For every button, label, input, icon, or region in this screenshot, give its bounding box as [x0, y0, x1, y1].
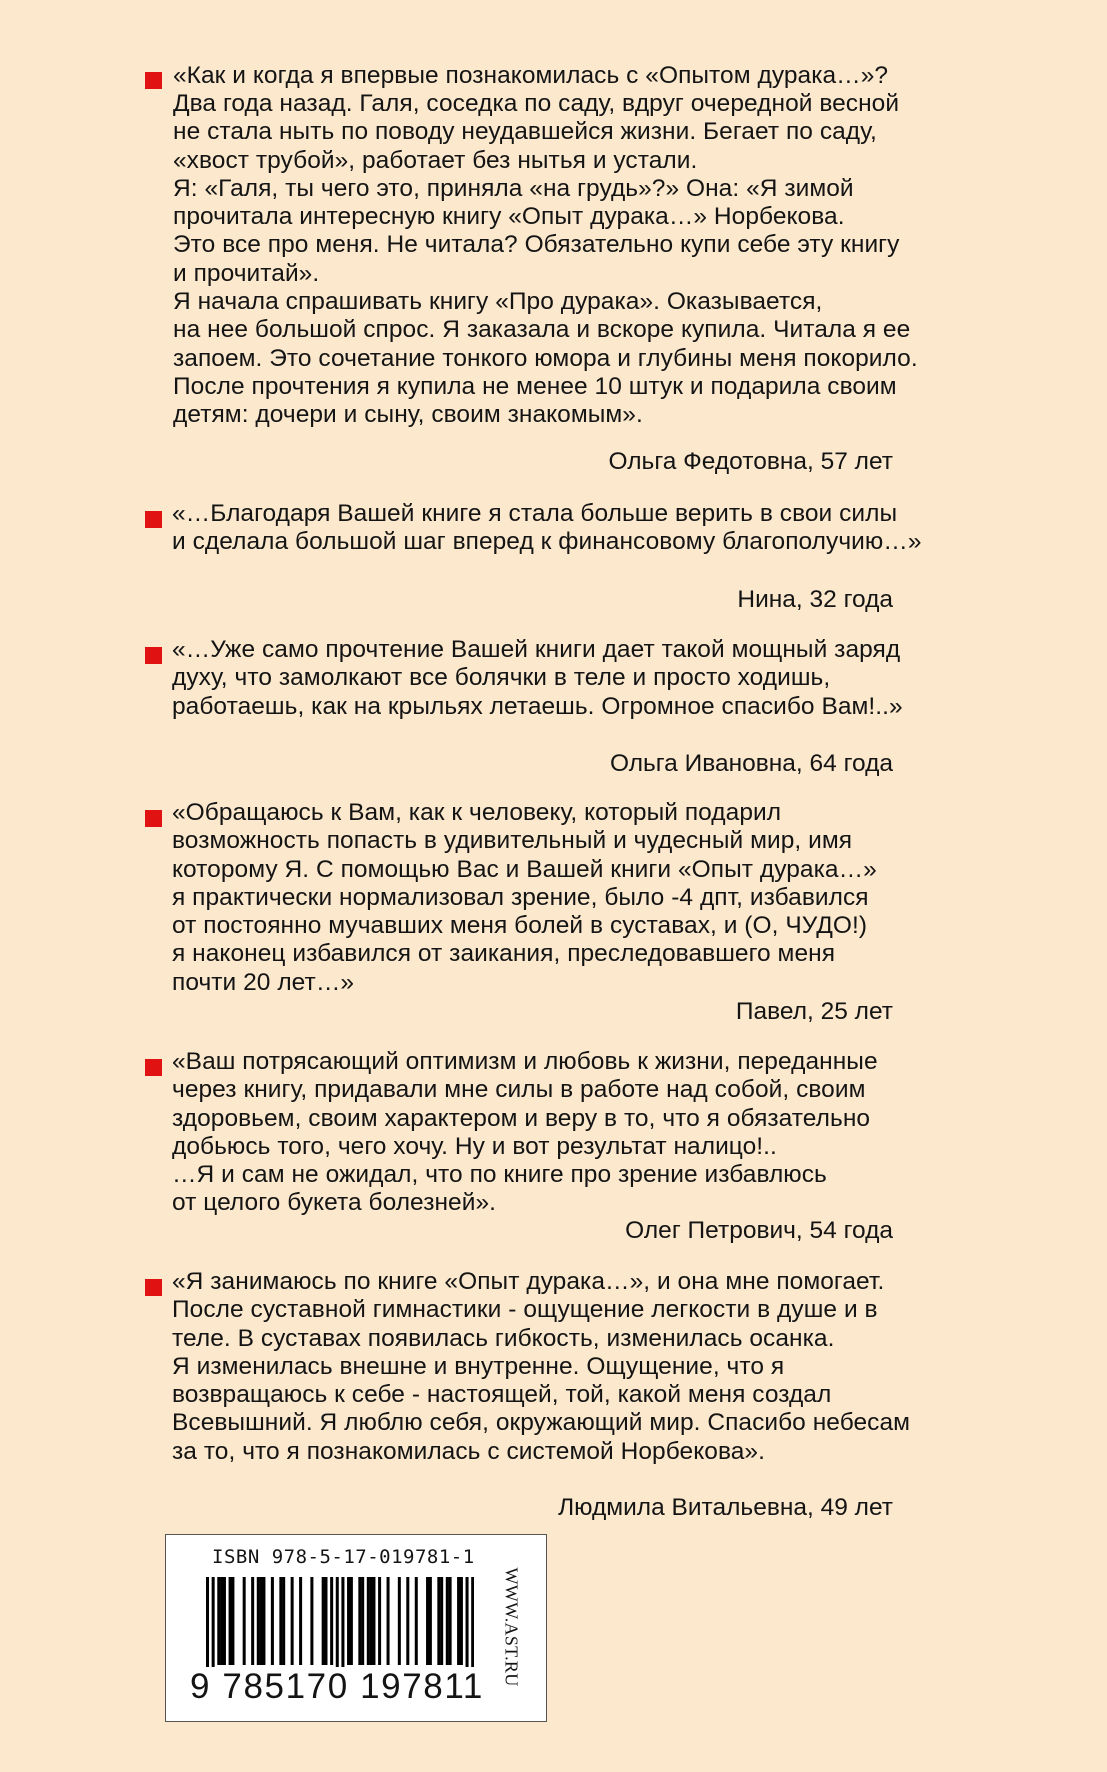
- testimonial-author: Ольга Федотовна, 57 лет: [608, 448, 893, 475]
- quote-line: …Я и сам не ожидал, что по книге про зрение избавлюсь: [172, 1161, 827, 1189]
- quote-line: на нее большой спрос. Я заказала и вскоре купила. Читала я ее: [173, 316, 911, 344]
- barcode-bar: [387, 1577, 390, 1665]
- quote-line: духу, что замолкают все болячки в теле и просто ходишь,: [172, 664, 831, 692]
- barcode-bar: [262, 1577, 265, 1665]
- barcode-digits: 9 785170 197811: [190, 1667, 484, 1706]
- barcode-bar: [212, 1577, 215, 1673]
- quote-line: «…Благодаря Вашей книге я стала больше верить в свои силы: [172, 500, 898, 527]
- isbn-number: ISBN 978-5-17-019781-1: [212, 1546, 475, 1568]
- quote-line: добьюсь того, чего хочу. Ну и вот результат налицо!..: [172, 1132, 777, 1160]
- barcode-bar: [330, 1577, 333, 1665]
- bullet-square: [145, 810, 162, 827]
- barcode-bar: [406, 1577, 409, 1665]
- quote-line: Всевышний. Я люблю себя, окружающий мир. Спасибо небесам: [172, 1409, 911, 1437]
- barcode-bar: [372, 1577, 375, 1665]
- barcode-bar: [336, 1577, 339, 1673]
- barcode-bar: [449, 1577, 452, 1665]
- quote-line: через книгу, придавали мне силы в работе над собой, своим: [172, 1076, 866, 1104]
- barcode-bar: [260, 1577, 263, 1665]
- barcode-bar: [437, 1577, 440, 1665]
- quote-line: После прочтения я купила не менее 10 штук и подарила своим: [173, 372, 897, 400]
- bullet-square: [145, 1059, 162, 1076]
- testimonial-6: [172, 1268, 952, 1466]
- barcode-bar: [243, 1577, 246, 1665]
- quote-line: Два года назад. Галя, соседка по саду, вдруг очередной весной: [173, 90, 900, 117]
- barcode-bar: [378, 1577, 381, 1665]
- bullet-square: [145, 1279, 162, 1296]
- quote-line: возможность попасть в удивительный и чудесный мир, имя: [172, 827, 853, 855]
- isbn-barcode-box: [165, 1534, 547, 1722]
- barcode-bar: [282, 1577, 285, 1665]
- quote-line: и прочитай».: [173, 259, 320, 287]
- quote-line: прочитала интересную книгу «Опыт дурака…» Норбекова.: [173, 203, 845, 231]
- barcode-bar: [426, 1577, 429, 1665]
- quote-line: возвращаюсь к себе - настоящей, той, какой меня создал: [172, 1381, 832, 1409]
- testimonial-2: [172, 500, 952, 557]
- quote-line: запоем. Это сочетание тонкого юмора и глубины меня покорило.: [173, 344, 918, 372]
- barcode-bar: [370, 1577, 373, 1665]
- quote-line: детям: дочери и сыну, своим знакомым».: [173, 401, 643, 429]
- bullet-square: [145, 72, 162, 89]
- barcode-bar: [251, 1577, 254, 1665]
- barcode-bar: [398, 1577, 401, 1665]
- website-text: WWW.AST.RU: [501, 1567, 522, 1687]
- bullet-square: [145, 511, 162, 528]
- barcode-bar: [415, 1577, 418, 1665]
- barcode-bar: [429, 1577, 432, 1665]
- quote-line: за то, что я познакомилась с системой Норбекова».: [172, 1437, 765, 1465]
- quote-line: от целого букета болезней».: [172, 1189, 497, 1217]
- barcode-bar: [471, 1577, 474, 1673]
- barcode-bar: [279, 1577, 282, 1665]
- quote-line: теле. В суставах появилась гибкость, изменилась осанка.: [172, 1324, 835, 1352]
- quote-line: от постоянно мучавших меня болей в суставах, и (О, ЧУДО!): [172, 912, 868, 940]
- barcode-bar: [350, 1577, 353, 1665]
- testimonial-5: [172, 1048, 952, 1218]
- barcode-bar: [291, 1577, 294, 1665]
- testimonial-author: Павел, 25 лет: [735, 998, 893, 1025]
- barcode-bar: [457, 1577, 460, 1665]
- barcode-bar: [310, 1577, 313, 1665]
- quote-line: я практически нормализовал зрение, было -4 дпт, избавился: [172, 883, 869, 911]
- barcode-bar: [367, 1577, 370, 1665]
- barcode-bar: [257, 1577, 260, 1665]
- quote-line: почти 20 лет…»: [172, 968, 355, 996]
- testimonial-author: Нина, 32 года: [737, 586, 893, 613]
- quote-line: «Обращаюсь к Вам, как к человеку, который подарил: [172, 799, 782, 826]
- quote-line: я наконец избавился от заикания, преследовавшего меня: [172, 940, 836, 968]
- barcode-bar: [217, 1577, 220, 1665]
- barcode-bar: [347, 1577, 350, 1665]
- barcode-bar: [271, 1577, 274, 1665]
- quote-line: и сделала большой шаг вперед к финансовому благополучию…»: [172, 528, 922, 556]
- quote-line: Я начала спрашивать книгу «Про дурака». Оказывается,: [173, 288, 823, 316]
- barcode-bar: [299, 1577, 302, 1665]
- quote-line: «хвост трубой», работает без нытья и устали.: [173, 146, 698, 174]
- barcode-bar: [460, 1577, 463, 1665]
- barcode-bar: [231, 1577, 234, 1665]
- barcode-bar: [229, 1577, 232, 1665]
- barcode-bars: [206, 1577, 474, 1673]
- barcode-bar: [361, 1577, 364, 1665]
- quote-line: Я изменилась внешне и внутренне. Ощущение, что я: [172, 1352, 785, 1380]
- barcode-bar: [358, 1577, 361, 1665]
- bullet-square: [145, 647, 162, 664]
- publisher-website: [491, 1547, 531, 1707]
- quote-line: Это все про меня. Не читала? Обязательно купи себе эту книгу: [173, 231, 900, 259]
- testimonial-author: Олег Петрович, 54 года: [625, 1217, 893, 1244]
- quote-line: «…Уже само прочтение Вашей книги дает такой мощный заряд: [172, 636, 901, 663]
- barcode-bar: [223, 1577, 226, 1665]
- barcode-bar: [440, 1577, 443, 1665]
- testimonial-4: [172, 799, 952, 997]
- quote-line: здоровьем, своим характером и веру в то, что я обязательно: [172, 1104, 871, 1132]
- quote-line: работаешь, как на крыльях летаешь. Огромное спасибо Вам!..»: [172, 692, 903, 720]
- quote-line: которому Я. С помощью Вас и Вашей книги «Опыт дурака…»: [172, 855, 877, 883]
- quote-line: «Как и когда я впервые познакомилась с «Опытом дурака…»?: [173, 62, 889, 89]
- testimonial-3: [172, 636, 952, 721]
- barcode-bar: [466, 1577, 469, 1673]
- quote-line: не стала ныть по поводу неудавшейся жизни. Бегает по саду,: [173, 118, 877, 146]
- barcode-bar: [446, 1577, 449, 1665]
- barcode-bar: [220, 1577, 223, 1665]
- testimonial-author: Людмила Витальевна, 49 лет: [558, 1494, 893, 1521]
- barcode-bar: [322, 1577, 325, 1665]
- testimonial-author: Ольга Ивановна, 64 года: [609, 750, 893, 777]
- quote-line: «Я занимаюсь по книге «Опыт дурака…», и она мне помогает.: [172, 1268, 885, 1295]
- quote-line: Я: «Галя, ты чего это, приняла «на грудь»?» Она: «Я зимой: [173, 174, 854, 202]
- quote-line: «Ваш потрясающий оптимизм и любовь к жизни, переданные: [172, 1048, 878, 1075]
- barcode-bar: [324, 1577, 327, 1665]
- testimonial-1: [173, 62, 953, 90]
- quote-line: После суставной гимнастики - ощущение легкости в душе и в: [172, 1296, 878, 1324]
- testimonial-1-body: [173, 90, 953, 430]
- barcode-bar: [341, 1577, 344, 1673]
- barcode-bar: [206, 1577, 209, 1673]
